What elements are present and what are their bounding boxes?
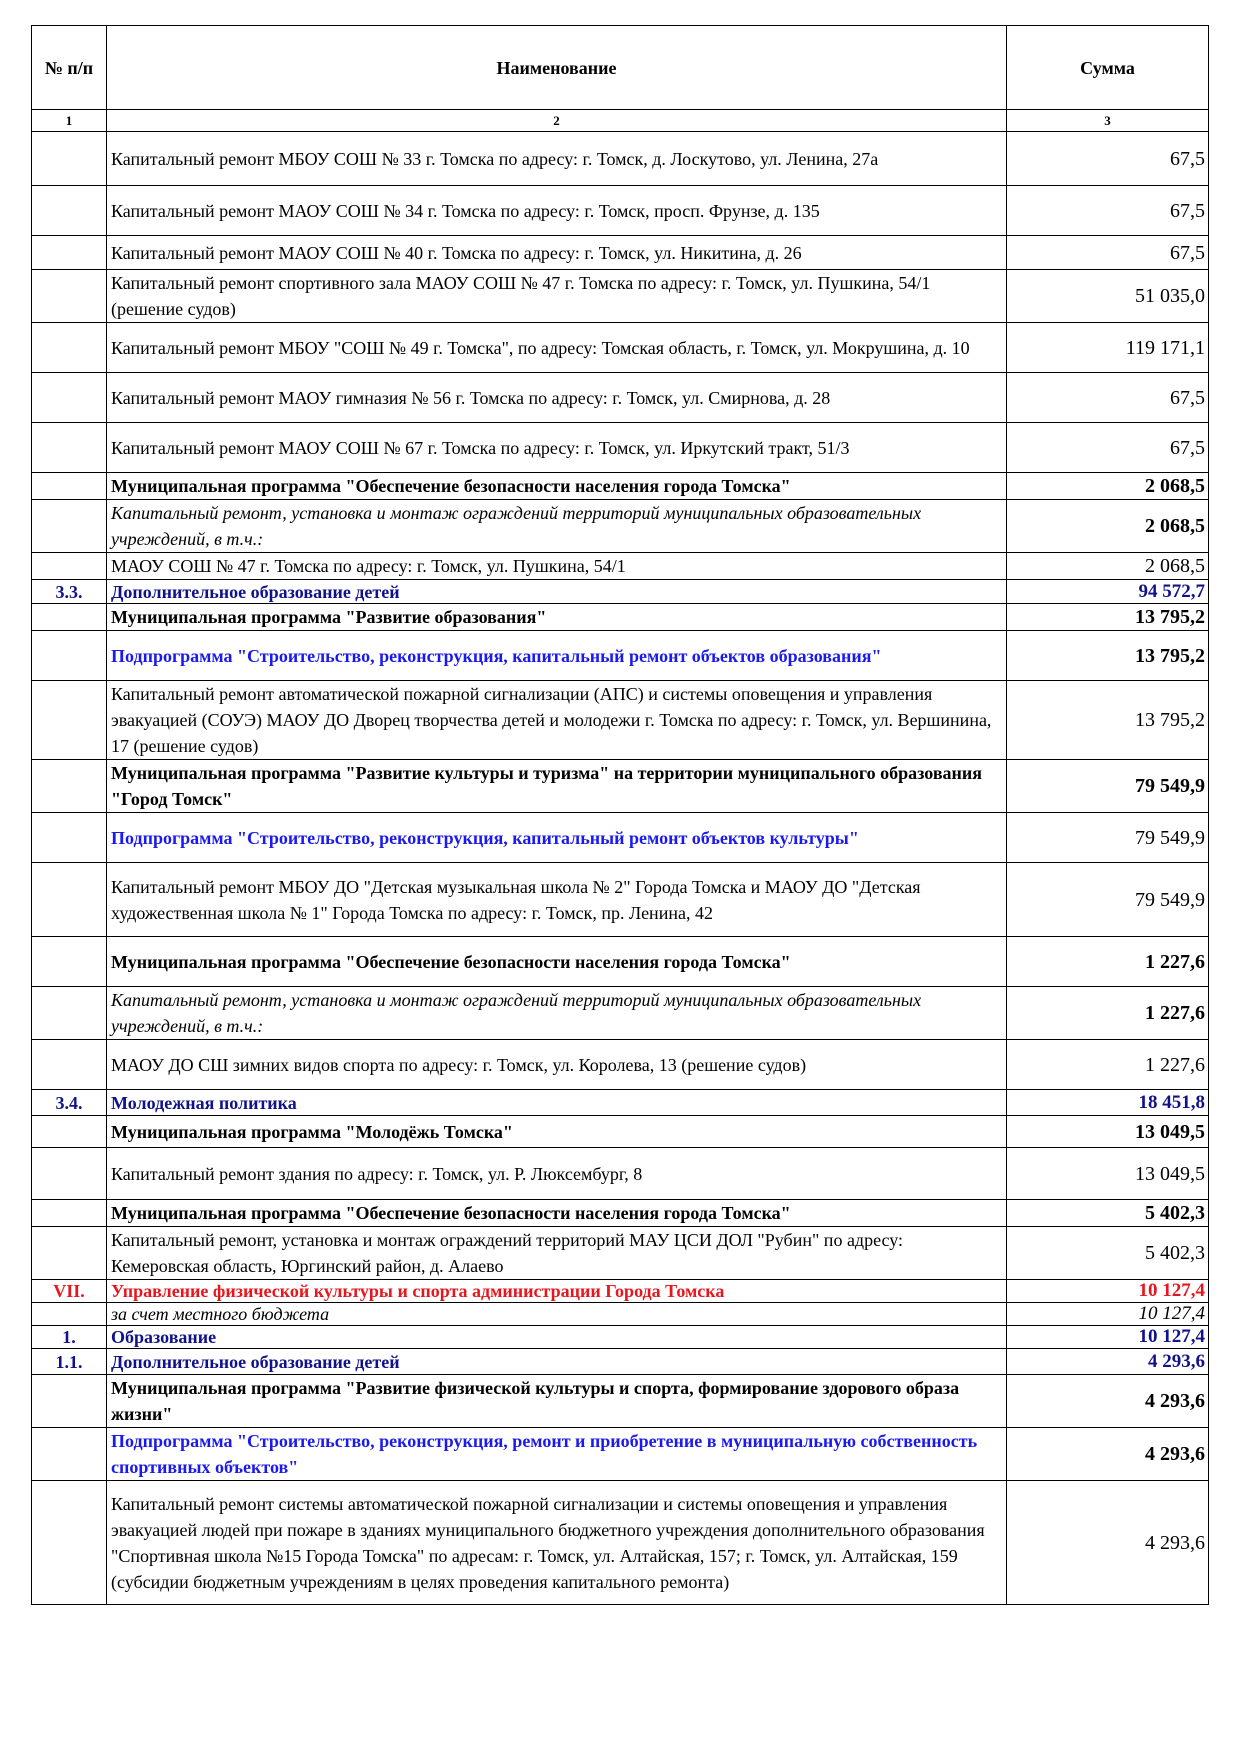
row-sum: 1 227,6 (1007, 937, 1209, 987)
row-number (32, 1227, 107, 1280)
budget-table (31, 25, 1209, 1605)
row-name: Муниципальная программа "Обеспечение безопасности населения города Томска" (107, 473, 1007, 500)
row-sum: 79 549,9 (1007, 760, 1209, 813)
column-index-3: 3 (1007, 110, 1209, 132)
table-row (32, 813, 1209, 863)
row-sum: 67,5 (1007, 186, 1209, 236)
row-name: Дополнительное образование детей (107, 580, 1007, 604)
row-sum: 13 049,5 (1007, 1116, 1209, 1148)
row-number: 1.1. (32, 1349, 107, 1375)
row-sum: 119 171,1 (1007, 323, 1209, 373)
column-index-row (32, 110, 1209, 132)
row-sum: 13 795,2 (1007, 604, 1209, 631)
row-name: Капитальный ремонт МАОУ СОШ № 67 г. Томска по адресу: г. Томск, ул. Иркутский тракт, 51/3 (107, 423, 1007, 473)
row-name: Капитальный ремонт МАОУ гимназия № 56 г. Томска по адресу: г. Томск, ул. Смирнова, д. 28 (107, 373, 1007, 423)
row-sum: 67,5 (1007, 132, 1209, 186)
header-number: № п/п (32, 26, 107, 110)
table-row (32, 473, 1209, 500)
row-number (32, 500, 107, 553)
row-sum: 2 068,5 (1007, 473, 1209, 500)
row-name: МАОУ СОШ № 47 г. Томска по адресу: г. Томск, ул. Пушкина, 54/1 (107, 553, 1007, 580)
row-number (32, 604, 107, 631)
table-row (32, 553, 1209, 580)
table-row (32, 270, 1209, 323)
row-sum: 4 293,6 (1007, 1349, 1209, 1375)
row-number (32, 1200, 107, 1227)
row-name: Капитальный ремонт МБОУ СОШ № 33 г. Томска по адресу: г. Томск, д. Лоскутово, ул. Ленина, 27а (107, 132, 1007, 186)
table-row (32, 186, 1209, 236)
table-row (32, 1227, 1209, 1280)
row-sum: 94 572,7 (1007, 580, 1209, 604)
row-name: Муниципальная программа "Обеспечение безопасности населения города Томска" (107, 1200, 1007, 1227)
header-sum: Сумма (1007, 26, 1209, 110)
row-number (32, 937, 107, 987)
row-name: Капитальный ремонт автоматической пожарной сигнализации (АПС) и системы оповещения и управления эвакуацией (СОУЭ) МАОУ ДО Дворец творчества детей и молодежи г. Томска по адресу: г. Томск, ул. Вершинина, 17 (решение судов) (107, 681, 1007, 760)
row-name: Капитальный ремонт МАОУ СОШ № 40 г. Томска по адресу: г. Томск, ул. Никитина, д. 26 (107, 236, 1007, 270)
table-row (32, 1040, 1209, 1090)
row-sum: 13 795,2 (1007, 631, 1209, 681)
row-number (32, 1303, 107, 1326)
budget-table-page (31, 25, 1208, 1605)
row-sum: 2 068,5 (1007, 500, 1209, 553)
row-number (32, 373, 107, 423)
row-sum: 5 402,3 (1007, 1227, 1209, 1280)
row-sum: 4 293,6 (1007, 1481, 1209, 1605)
table-row (32, 604, 1209, 631)
row-name: Капитальный ремонт спортивного зала МАОУ СОШ № 47 г. Томска по адресу: г. Томск, ул. Пушкина, 54/1 (решение судов) (107, 270, 1007, 323)
row-sum: 67,5 (1007, 236, 1209, 270)
header-row (32, 26, 1209, 110)
header-name: Наименование (107, 26, 1007, 110)
row-number (32, 1481, 107, 1605)
row-sum: 51 035,0 (1007, 270, 1209, 323)
table-row (32, 373, 1209, 423)
table-row (32, 1090, 1209, 1116)
row-name: Капитальный ремонт МАОУ СОШ № 34 г. Томска по адресу: г. Томск, просп. Фрунзе, д. 135 (107, 186, 1007, 236)
row-name: Подпрограмма "Строительство, реконструкция, капитальный ремонт объектов культуры" (107, 813, 1007, 863)
table-row (32, 323, 1209, 373)
table-row (32, 987, 1209, 1040)
row-number: 3.3. (32, 580, 107, 604)
column-index-2: 2 (107, 110, 1007, 132)
row-sum: 67,5 (1007, 373, 1209, 423)
row-sum: 4 293,6 (1007, 1375, 1209, 1428)
row-number (32, 631, 107, 681)
table-row (32, 132, 1209, 186)
row-number (32, 236, 107, 270)
row-number (32, 681, 107, 760)
row-sum: 1 227,6 (1007, 987, 1209, 1040)
row-name: Муниципальная программа "Обеспечение безопасности населения города Томска" (107, 937, 1007, 987)
table-row (32, 423, 1209, 473)
table-row (32, 1303, 1209, 1326)
row-sum: 4 293,6 (1007, 1428, 1209, 1481)
row-number (32, 553, 107, 580)
table-row (32, 1428, 1209, 1481)
table-body (32, 132, 1209, 1605)
row-number (32, 1375, 107, 1428)
row-name: Образование (107, 1326, 1007, 1349)
row-number (32, 1428, 107, 1481)
row-name: Капитальный ремонт МБОУ "СОШ № 49 г. Томска", по адресу: Томская область, г. Томск, ул. Мокрушина, д. 10 (107, 323, 1007, 373)
table-row (32, 863, 1209, 937)
row-name: Капитальный ремонт, установка и монтаж ограждений территорий муниципальных образовательных учреждений, в т.ч.: (107, 987, 1007, 1040)
row-sum: 2 068,5 (1007, 553, 1209, 580)
row-name: Молодежная политика (107, 1090, 1007, 1116)
row-name: Дополнительное образование детей (107, 1349, 1007, 1375)
row-name: Муниципальная программа "Развитие образования" (107, 604, 1007, 631)
row-number (32, 1116, 107, 1148)
row-name: Капитальный ремонт здания по адресу: г. Томск, ул. Р. Люксембург, 8 (107, 1148, 1007, 1200)
row-number: 1. (32, 1326, 107, 1349)
row-name: Муниципальная программа "Развитие культуры и туризма" на территории муниципального образования "Город Томск" (107, 760, 1007, 813)
row-number (32, 186, 107, 236)
row-name: Управление физической культуры и спорта администрации Города Томска (107, 1280, 1007, 1303)
row-number (32, 132, 107, 186)
row-name: МАОУ ДО СШ зимних видов спорта по адресу: г. Томск, ул. Королева, 13 (решение судов) (107, 1040, 1007, 1090)
table-row (32, 1326, 1209, 1349)
row-sum: 10 127,4 (1007, 1303, 1209, 1326)
row-number (32, 473, 107, 500)
row-name: Капитальный ремонт МБОУ ДО "Детская музыкальная школа № 2" Города Томска и МАОУ ДО "Детская художественная школа № 1" Города Томска по адресу: г. Томск, пр. Ленина, 42 (107, 863, 1007, 937)
table-row (32, 760, 1209, 813)
row-sum: 13 795,2 (1007, 681, 1209, 760)
table-row (32, 1116, 1209, 1148)
row-number (32, 270, 107, 323)
row-sum: 5 402,3 (1007, 1200, 1209, 1227)
row-sum: 1 227,6 (1007, 1040, 1209, 1090)
table-row (32, 1375, 1209, 1428)
row-sum: 13 049,5 (1007, 1148, 1209, 1200)
table-row (32, 1200, 1209, 1227)
row-number (32, 987, 107, 1040)
row-name: Капитальный ремонт системы автоматической пожарной сигнализации и системы оповещения и управления эвакуацией людей при пожаре в зданиях муниципального бюджетного учреждения дополнительного образования "Спортивная школа №15 Города Томска" по адресам: г. Томск, ул. Алтайская, 157; г. Томск, ул. Алтайская, 159 (субсидии бюджетным учреждениям в целях проведения капитального ремонта) (107, 1481, 1007, 1605)
row-number (32, 1148, 107, 1200)
table-row (32, 1280, 1209, 1303)
row-number: VII. (32, 1280, 107, 1303)
row-number (32, 863, 107, 937)
table-row (32, 1481, 1209, 1605)
row-sum: 10 127,4 (1007, 1326, 1209, 1349)
row-name: Подпрограмма "Строительство, реконструкция, капитальный ремонт объектов образования" (107, 631, 1007, 681)
table-row (32, 1148, 1209, 1200)
row-number: 3.4. (32, 1090, 107, 1116)
row-name: Муниципальная программа "Развитие физической культуры и спорта, формирование здорового образа жизни" (107, 1375, 1007, 1428)
row-sum: 79 549,9 (1007, 863, 1209, 937)
table-row (32, 681, 1209, 760)
row-number (32, 760, 107, 813)
row-number (32, 1040, 107, 1090)
row-sum: 67,5 (1007, 423, 1209, 473)
table-row (32, 1349, 1209, 1375)
row-sum: 18 451,8 (1007, 1090, 1209, 1116)
row-sum: 79 549,9 (1007, 813, 1209, 863)
table-row (32, 580, 1209, 604)
table-row (32, 631, 1209, 681)
row-number (32, 323, 107, 373)
row-name: Капитальный ремонт, установка и монтаж ограждений территорий муниципальных образовательных учреждений, в т.ч.: (107, 500, 1007, 553)
table-row (32, 500, 1209, 553)
row-name: Муниципальная программа "Молодёжь Томска" (107, 1116, 1007, 1148)
row-name: за счет местного бюджета (107, 1303, 1007, 1326)
row-name: Подпрограмма "Строительство, реконструкция, ремонт и приобретение в муниципальную собственность спортивных объектов" (107, 1428, 1007, 1481)
row-number (32, 813, 107, 863)
table-row (32, 937, 1209, 987)
row-sum: 10 127,4 (1007, 1280, 1209, 1303)
row-number (32, 423, 107, 473)
column-index-1: 1 (32, 110, 107, 132)
row-name: Капитальный ремонт, установка и монтаж ограждений территорий МАУ ЦСИ ДОЛ "Рубин" по адресу: Кемеровская область, Юргинский район, д. Алаево (107, 1227, 1007, 1280)
table-row (32, 236, 1209, 270)
